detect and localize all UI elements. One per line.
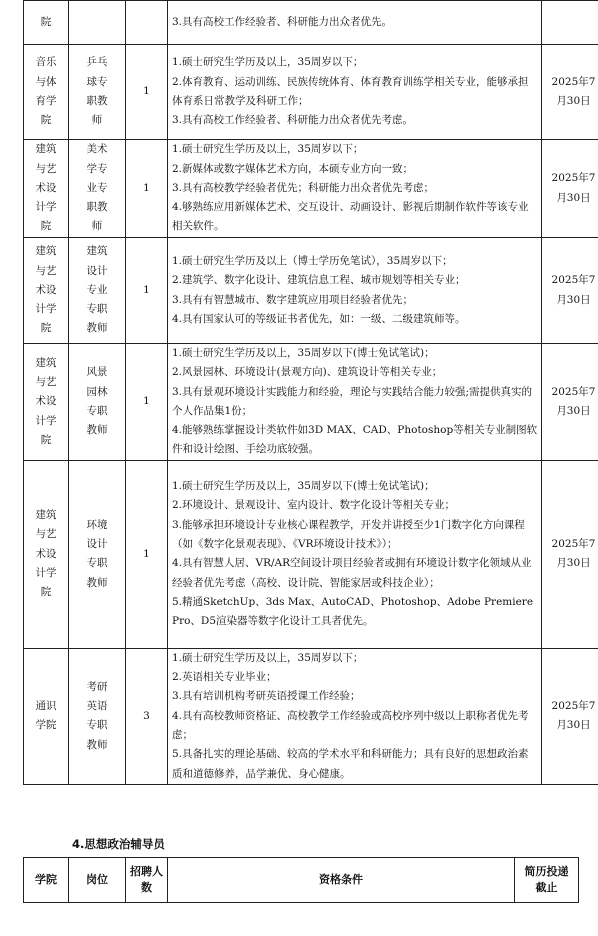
- header-deadline: 简历投递截止: [515, 858, 579, 903]
- cell-requirements: [168, 460, 542, 648]
- cell-position: 美术学专业专职教师: [69, 140, 126, 238]
- table-row: [24, 344, 598, 461]
- requirement-item: 3.具有培训机构考研英语授课工作经验；: [172, 690, 361, 703]
- requirement-item: 1.硕士研究生学历及以上，35周岁以下(博士免试笔试)；: [172, 480, 435, 493]
- cell-count: 1: [126, 140, 168, 238]
- cell-requirements: [168, 648, 542, 784]
- cell-position: 风景园林专职教师: [69, 344, 126, 461]
- cell-deadline: 2025年7月30日: [542, 344, 598, 461]
- cell-count: 1: [126, 238, 168, 344]
- requirement-item: 1.硕士研究生学历及以上，35周岁以下；: [172, 651, 364, 664]
- cell-college: 建筑与艺术设计学院: [24, 238, 69, 344]
- cell-college: 音乐与体育学院: [24, 45, 69, 140]
- cell-requirements: [168, 45, 542, 140]
- cell-count: [126, 1, 168, 45]
- cell-deadline: 2025年7月30日: [542, 460, 598, 648]
- cell-position: [69, 1, 126, 45]
- header-requirements: 资格条件: [168, 858, 515, 903]
- requirement-item: 2.风景园林、环境设计(景观方向)、建筑设计等相关专业；: [172, 366, 443, 379]
- cell-college: 建筑与艺术设计学院: [24, 344, 69, 461]
- requirement-item: 2.体育教育、运动训练、民族传统体育、体育教育训练学相关专业，能够承担体育系日常教学及科研工作；: [172, 75, 529, 107]
- cell-deadline: 2025年7月30日: [542, 140, 598, 238]
- section-title: 4.思想政治辅导员: [72, 837, 165, 851]
- cell-requirements: [168, 140, 542, 238]
- table-row: [24, 1, 598, 45]
- cell-college: 院: [24, 1, 69, 45]
- requirement-item: 3.具有有智慧城市、数字建筑应用项目经验者优先；: [172, 293, 414, 306]
- requirement-item: 1.硕士研究生学历及以上，35周岁以下(博士免试笔试)；: [172, 347, 435, 359]
- requirement-item: 4.能够熟练掌握设计类软件如3D MAX、CAD、Photoshop等相关专业制图软件和设计绘图、手绘功底较强。: [172, 424, 538, 456]
- requirement-item: 2.环境设计、景观设计、室内设计、数字化设计等相关专业；: [172, 499, 456, 512]
- header-position: 岗位: [69, 858, 126, 903]
- cell-count: 1: [126, 45, 168, 140]
- cell-college: 建筑与艺术设计学院: [24, 460, 69, 648]
- requirement-item: 3.具有高校教学经验者优先；科研能力出众者优先考虑；: [172, 181, 435, 194]
- cell-college: 通识学院: [24, 648, 69, 784]
- cell-position: 考研英语专职教师: [69, 648, 126, 784]
- requirement-item: 3.具有景观环境设计实践能力和经验，理论与实践结合能力较强;需提供真实的个人作品集1份；: [172, 385, 533, 417]
- cell-deadline: 2025年7月30日: [542, 648, 598, 784]
- cell-deadline: [542, 1, 598, 45]
- header-count: 招聘人数: [126, 858, 168, 903]
- requirement-item: 4.具有国家认可的等级证书者优先，如：一级、二级建筑师等。: [172, 312, 466, 325]
- cell-requirements: [168, 238, 542, 344]
- requirement-item: 5.精通SketchUp、3ds Max、AutoCAD、Photoshop、Adobe Premiere Pro、D5渲染器等数字化设计工具者优先。: [172, 595, 534, 628]
- requirement-item: 3.具有高校工作经验者、科研能力出众者优先。: [172, 15, 393, 28]
- requirement-item: 4.具有智慧人居、VR/AR空间设计项目经验者或拥有环境设计数字化领域从业经验者优先考虑（高校、设计院、智能家居或科技企业）；: [172, 557, 532, 589]
- requirement-item: 2.英语相关专业毕业；: [172, 671, 277, 684]
- table-row: [24, 140, 598, 238]
- requirement-item: 2.建筑学、数字化设计、建筑信息工程、城市规划等相关专业；: [172, 274, 466, 287]
- table-row: [24, 460, 598, 648]
- cell-requirements: [168, 344, 542, 461]
- cell-requirements: [168, 1, 542, 45]
- cell-position: 环境设计专职教师: [69, 460, 126, 648]
- cell-count: 1: [126, 344, 168, 461]
- header-college: 学院: [24, 858, 69, 903]
- counselor-table-header: [23, 857, 579, 903]
- requirement-item: 5.具备扎实的理论基础、较高的学术水平和科研能力；具有良好的思想政治素质和道德修养，品学兼优、身心健康。: [172, 748, 529, 780]
- requirement-item: 1.硕士研究生学历及以上，35周岁以下；: [172, 56, 364, 69]
- requirement-item: 3.具有高校工作经验者、科研能力出众者优先考虑。: [172, 114, 414, 127]
- requirement-item: 1.硕士研究生学历及以上（博士学历免笔试），35周岁以下；: [172, 254, 453, 267]
- cell-deadline: 2025年7月30日: [542, 45, 598, 140]
- cell-college: 建筑与艺术设计学院: [24, 140, 69, 238]
- requirement-item: 4.具有高校教师资格证、高校教学工作经验或高校序列中级以上职称者优先考虑；: [172, 709, 529, 741]
- cell-count: 1: [126, 460, 168, 648]
- requirement-item: 4.够熟练应用新媒体艺术、交互设计、动画设计、影视后期制作软件等该专业相关软件。: [172, 201, 529, 233]
- cell-position: 乒乓球专职教师: [69, 45, 126, 140]
- table-row: [24, 648, 598, 784]
- cell-deadline: 2025年7月30日: [542, 238, 598, 344]
- cell-position: 建筑设计专业专职教师: [69, 238, 126, 344]
- requirement-item: 1.硕士研究生学历及以上，35周岁以下；: [172, 143, 364, 156]
- table-row: [24, 238, 598, 344]
- positions-table: [23, 0, 598, 785]
- cell-count: 3: [126, 648, 168, 784]
- requirement-item: 2.新媒体或数字媒体艺术方向，本硕专业方向一致；: [172, 162, 414, 175]
- requirement-item: 3.能够承担环境设计专业核心课程教学，开发并讲授至少1门数字化方向课程（如《数字化景观表现》、《VR环境设计技术》）；: [172, 518, 525, 550]
- table-row: [24, 45, 598, 140]
